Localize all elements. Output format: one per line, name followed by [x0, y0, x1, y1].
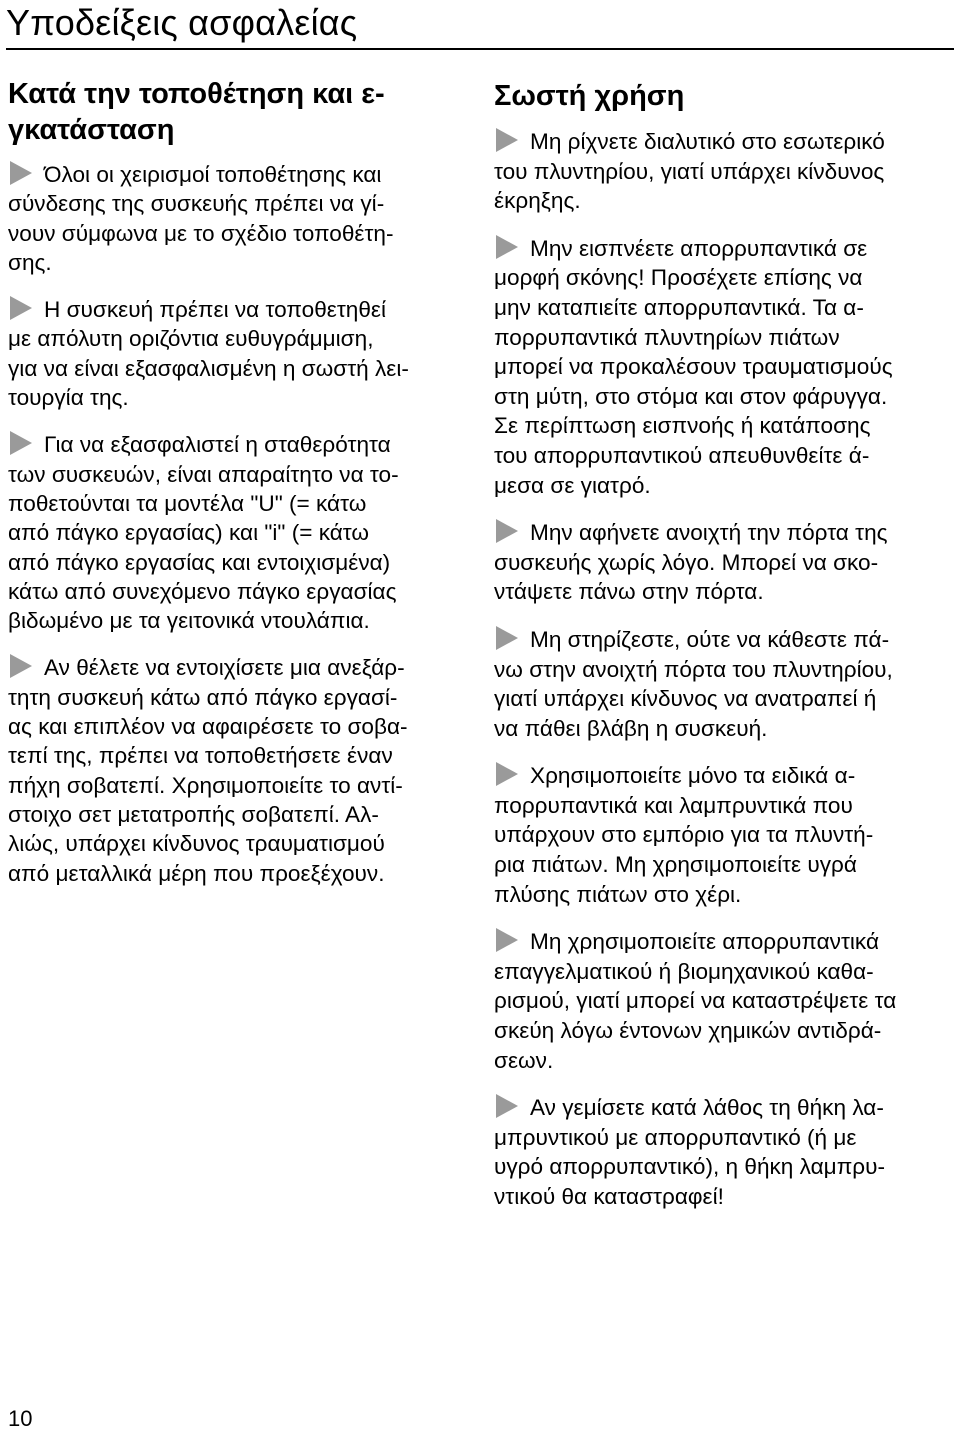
item-line: να πάθει βλάβη η συσκευή. — [494, 715, 768, 741]
item-line: από πάγκο εργασίας) και "i" (= κάτω — [8, 520, 370, 546]
column-installation — [8, 76, 456, 906]
item-line: τουργία της. — [8, 385, 129, 411]
item-line: Μη ρίχνετε διαλυτικό στο εσωτερικό — [494, 127, 956, 157]
item-line: λιώς, υπάρχει κίνδυνος τραυματισμού — [8, 831, 385, 857]
item-line: σύνδεσης της συσκευής πρέπει να γί- — [8, 191, 385, 217]
item-line: ας και επιπλέον να αφαιρέσετε το σοβα- — [8, 714, 408, 740]
item-line: νω στην ανοιχτή πόρτα του πλυντηρίου, — [494, 656, 893, 682]
item-line: Σε περίπτωση εισπνοής ή κατάποσης — [494, 413, 871, 439]
triangle-arrow-icon — [8, 160, 34, 186]
item-line: ρισμού, γιατί μπορεί να καταστρέψετε τα — [494, 988, 897, 1014]
page-number: 10 — [8, 1406, 33, 1431]
item-line: μπορεί να προκαλέσουν τραυματισμούς — [494, 354, 893, 380]
item-line: συσκευής χωρίς λόγο. Μπορεί να σκο- — [494, 549, 879, 575]
item-line: ντάψετε πάνω στην πόρτα. — [494, 579, 764, 605]
item-line: πλύσης πιάτων στο χέρι. — [494, 881, 742, 907]
list-item — [494, 518, 956, 607]
triangle-arrow-icon — [494, 234, 520, 260]
item-line: Μη στηρίζεστε, ούτε να κάθεστε πά- — [494, 625, 956, 655]
item-line: ποθετούνται τα μοντέλα "U" (= κάτω — [8, 490, 367, 516]
section-heading-installation — [8, 76, 456, 148]
triangle-arrow-icon — [494, 127, 520, 153]
item-line: από πάγκο εργασίας και εντοιχισμένα) — [8, 549, 391, 575]
item-line: των συσκευών, είναι απαραίτητο να το- — [8, 461, 399, 487]
item-line: Για να εξασφαλιστεί η σταθερότητα — [8, 430, 456, 459]
item-line: επαγγελματικού ή βιομηχανικού καθα- — [494, 958, 874, 984]
item-line: υγρό απορρυπαντικό), η θήκη λαμπρυ- — [494, 1154, 886, 1180]
item-line: μεσα σε γιατρό. — [494, 472, 651, 498]
heading-line: Κατά την τοποθέτηση και ε- — [8, 78, 385, 110]
list-item — [8, 653, 456, 887]
item-line: κάτω από συνεχόμενο πάγκο εργασίας — [8, 578, 397, 604]
triangle-arrow-icon — [494, 927, 520, 953]
list-item — [494, 761, 956, 909]
heading-line: Σωστή χρήση — [494, 80, 685, 112]
triangle-arrow-icon — [8, 295, 34, 321]
list-item — [494, 1093, 956, 1211]
item-line: μην καταπιείτε απορρυπαντικά. Τα α- — [494, 294, 864, 320]
page-title: Υποδείξεις ασφαλείας — [6, 2, 358, 43]
item-line: για να είναι εξασφαλισμένη η σωστή λει- — [8, 355, 409, 381]
item-line: τεπί της, πρέπει να τοποθετήσετε έναν — [8, 743, 393, 769]
item-line: τητη συσκευή κάτω από πάγκο εργασί- — [8, 684, 398, 710]
item-line: του απορρυπαντικού απευθυνθείτε ά- — [494, 442, 870, 468]
item-line: με απόλυτη οριζόντια ευθυγράμμιση, — [8, 326, 374, 352]
item-line: Αν θέλετε να εντοιχίσετε μια ανεξάρ- — [8, 653, 456, 682]
triangle-arrow-icon — [494, 625, 520, 651]
triangle-arrow-icon — [494, 1093, 520, 1119]
title-rule — [6, 48, 954, 50]
column-correct-use — [494, 78, 956, 1230]
item-line: σκεύη λόγω έντονων χημικών αντιδρά- — [494, 1018, 882, 1044]
triangle-arrow-icon — [494, 761, 520, 787]
item-line: από μεταλλικά μέρη που προεξέχουν. — [8, 860, 385, 886]
list-item — [494, 234, 956, 500]
item-line: νουν σύμφωνα με το σχέδιο τοποθέτη- — [8, 220, 394, 246]
item-line: Μην αφήνετε ανοιχτή την πόρτα της — [494, 518, 956, 548]
item-line: στη μύτη, στο στόμα και στον φάρυγγα. — [494, 383, 888, 409]
item-line: ντικού θα καταστραφεί! — [494, 1184, 724, 1209]
item-line: του πλυντηρίου, γιατί υπάρχει κίνδυνος — [494, 158, 885, 184]
item-line: πορρυπαντικά και λαμπρυντικά που — [494, 792, 853, 818]
item-line: Μην εισπνέετε απορρυπαντικά σε — [494, 234, 956, 264]
item-line: Μη χρησιμοποιείτε απορρυπαντικά — [494, 927, 956, 957]
item-line: βιδωμένο με τα γειτονικά ντουλάπια. — [8, 608, 370, 634]
triangle-arrow-icon — [494, 518, 520, 544]
triangle-arrow-icon — [8, 653, 34, 679]
list-item — [494, 625, 956, 743]
list-item — [494, 127, 956, 216]
list-item — [8, 430, 456, 635]
triangle-arrow-icon — [8, 430, 34, 456]
item-line: Αν γεμίσετε κατά λάθος τη θήκη λα- — [494, 1093, 956, 1123]
list-item — [8, 295, 456, 412]
item-line: ρια πιάτων. Μη χρησιμοποιείτε υγρά — [494, 852, 857, 878]
item-line: μορφή σκόνης! Προσέχετε επίσης να — [494, 265, 863, 291]
item-line: στοιχο σετ μετατροπής σοβατεπί. Αλ- — [8, 801, 379, 827]
item-line: υπάρχουν στο εμπόριο για τα πλυντή- — [494, 822, 874, 848]
section-heading-correct-use — [494, 78, 956, 114]
item-line: μπρυντικού με απορρυπαντικό (ή με — [494, 1124, 857, 1150]
heading-line: γκατάσταση — [8, 114, 175, 146]
item-line: έκρηξης. — [494, 188, 581, 214]
item-line: σεων. — [494, 1047, 554, 1073]
list-item — [494, 927, 956, 1075]
item-line: γιατί υπάρχει κίνδυνος να ανατραπεί ή — [494, 686, 877, 712]
list-item — [8, 160, 456, 277]
item-line: Όλοι οι χειρισμοί τοποθέτησης και — [8, 160, 456, 189]
item-line: Χρησιμοποιείτε μόνο τα ειδικά α- — [494, 761, 956, 791]
item-line: πορρυπαντικά πλυντηρίων πιάτων — [494, 324, 840, 350]
item-line: πήχη σοβατεπί. Χρησιμοποιείτε το αντί- — [8, 772, 403, 798]
item-line: Η συσκευή πρέπει να τοποθετηθεί — [8, 295, 456, 324]
item-line: σης. — [8, 249, 52, 275]
